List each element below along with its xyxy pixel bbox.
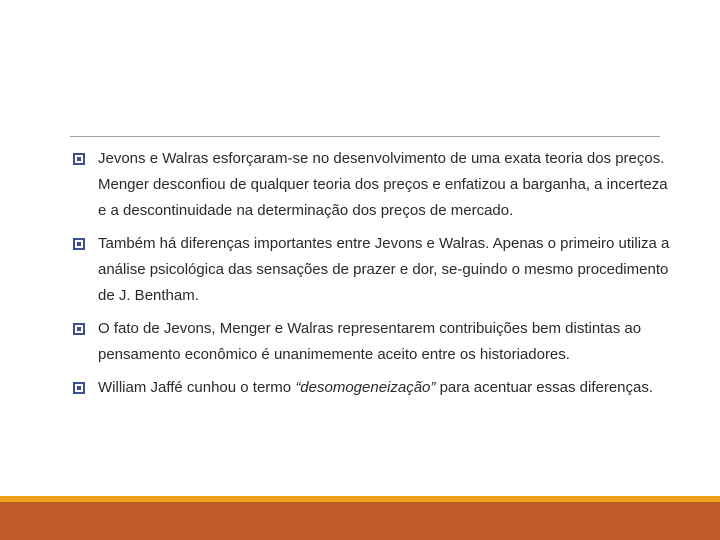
title-divider <box>70 136 660 137</box>
bullet-text <box>98 379 653 396</box>
bullet-text-before: William Jaffé cunhou o termo <box>98 379 296 396</box>
bullet-item <box>70 375 680 401</box>
footer-bar <box>0 502 720 540</box>
checkbox-square-icon <box>72 152 86 166</box>
bullet-item <box>70 146 680 224</box>
bullet-text-after: para acentuar essas diferenças. <box>435 379 654 396</box>
checkbox-square-icon <box>72 237 86 251</box>
bullet-item <box>70 231 680 309</box>
bullet-list <box>70 146 680 408</box>
bullet-text: O fato de Jevons, Menger e Walras representarem contribuições bem distintas ao pensamento econômico é unanimemente aceito entre os historiadores. <box>98 320 642 363</box>
checkbox-square-icon <box>72 322 86 336</box>
bullet-item <box>70 316 680 368</box>
bullet-text-emphasis: “desomogeneização” <box>295 379 436 396</box>
bullet-text: Jevons e Walras esforçaram-se no desenvolvimento de uma exata teoria dos preços. Menger desconfiou de qualquer teoria dos preços e enfatizou a barganha, a incerteza e a descontinuidade na determinação dos preços de mercado. <box>98 150 668 219</box>
bullet-text: Também há diferenças importantes entre Jevons e Walras. Apenas o primeiro utiliza a análise psicológica das sensações de prazer e dor, se-guindo o mesmo procedimento de J. Bentham. <box>98 235 670 304</box>
checkbox-square-icon <box>72 381 86 395</box>
